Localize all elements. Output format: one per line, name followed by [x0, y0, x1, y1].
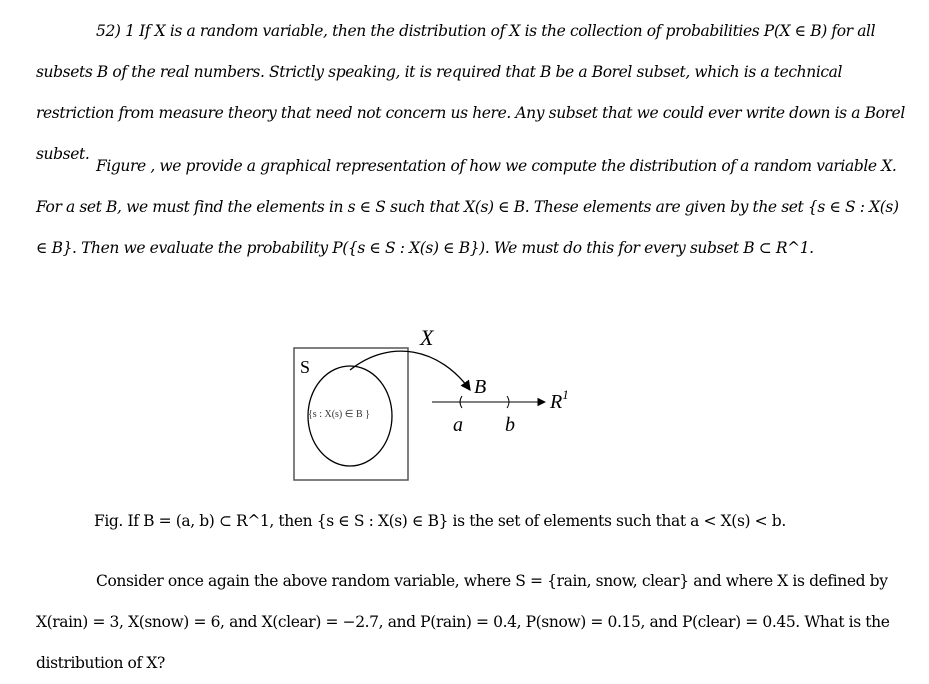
paragraph-3-text: Consider once again the above random variable, where S = {rain, snow, clear} and where X is defined by X(rain) = 3, X(snow) = 6, and X(clear) = −2.7, and P(rain) = 0.4, P(snow) = 0.15, and P(clear) = 0.45. What is the distribution of X? [36, 572, 890, 672]
label-b: b [505, 414, 515, 436]
set-label: {s : X(s) ∈ B } [308, 409, 370, 420]
paragraph-example [36, 561, 906, 684]
label-a: a [453, 414, 463, 436]
figure-caption: Fig. If B = (a, b) ⊂ R^1, then {s ∈ S : X(s) ∈ B} is the set of elements such that a < X(s) < b. [94, 512, 786, 530]
distribution-figure [280, 318, 600, 488]
paragraph-1-text: 52) 1 If X is a random variable, then the distribution of X is the collection of probabilities P(X ∈ B) for all subsets B of the real numbers. Strictly speaking, it is required that B be a Borel subset, which is a technical restriction from measure theory that need not concern us here. Any subset that we could ever write down is a Borel subset. [36, 22, 905, 163]
label-real-line: $R^1$ [550, 387, 569, 413]
label-x: X [420, 325, 434, 350]
paragraph-graphical-representation [36, 146, 906, 269]
label-b-set: B [474, 376, 487, 398]
label-s: S [300, 357, 311, 377]
paragraph-2-text: Figure , we provide a graphical representation of how we compute the distribution of a random variable X. For a set B, we must find the elements in s ∈ S such that X(s) ∈ B. These elements are given by the set {s ∈ S : X(s) ∈ B}. Then we evaluate the probability P({s ∈ S : X(s) ∈ B}). We must do this for every subset B ⊂ R^1. [36, 157, 899, 257]
